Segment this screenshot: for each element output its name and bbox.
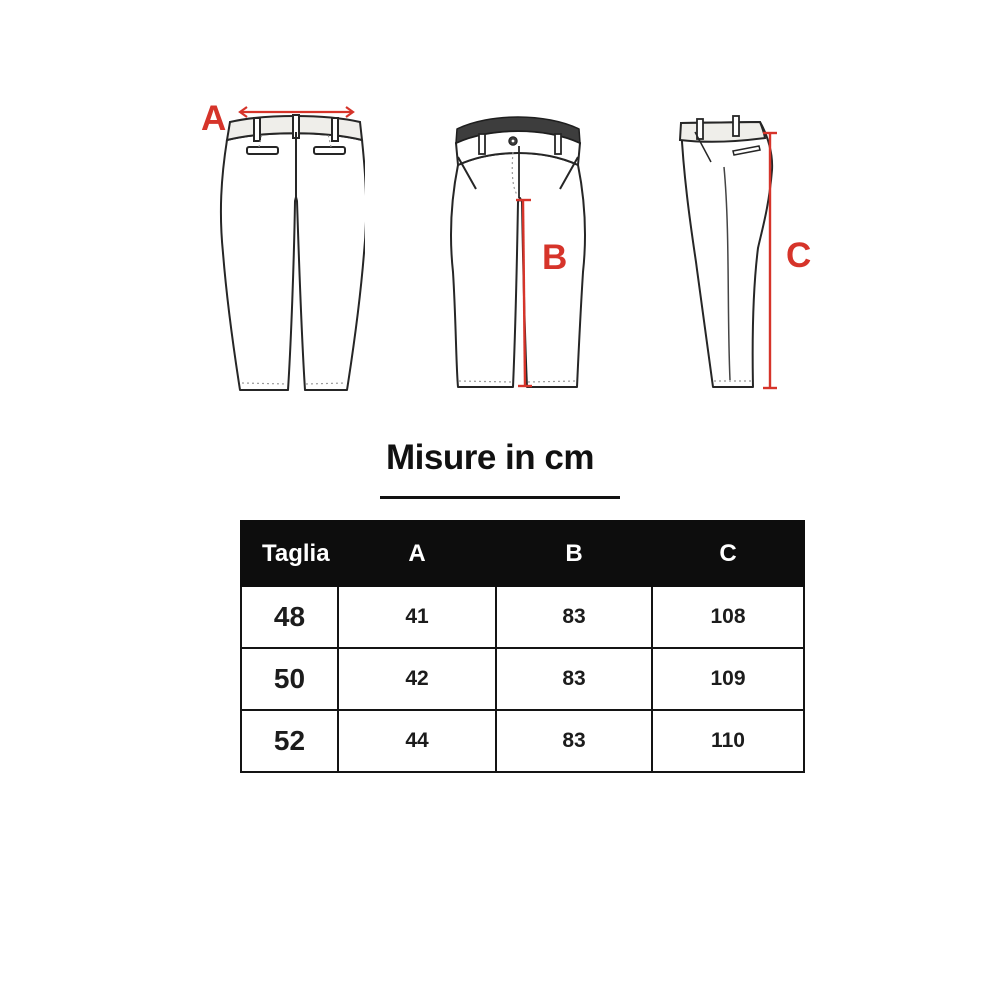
table-row (241, 648, 804, 710)
cell-size: 50 (241, 648, 338, 710)
cell-c: 109 (652, 648, 804, 710)
size-table (240, 520, 805, 773)
header-c: C (652, 521, 804, 586)
measure-label-a: A (201, 99, 227, 138)
cell-a: 41 (338, 586, 496, 648)
pants-side-view-illustration (670, 112, 785, 397)
table-row (241, 710, 804, 772)
header-b: B (496, 521, 652, 586)
pants-back-view-illustration (215, 98, 365, 398)
measure-label-c: C (786, 236, 812, 275)
size-table-header-row (241, 521, 804, 586)
side-body-outline (681, 122, 772, 387)
measure-label-b: B (542, 238, 568, 277)
front-button-hole (512, 140, 515, 143)
cell-a: 42 (338, 648, 496, 710)
cell-b: 83 (496, 586, 652, 648)
header-a: A (338, 521, 496, 586)
cell-size: 52 (241, 710, 338, 772)
cell-c: 110 (652, 710, 804, 772)
title-underline (380, 496, 620, 499)
back-body-outline (221, 133, 365, 390)
title-block (290, 438, 690, 478)
cell-a: 44 (338, 710, 496, 772)
table-row (241, 586, 804, 648)
side-waistband (680, 122, 765, 142)
header-taglia: Taglia (241, 521, 338, 586)
pants-front-view-illustration (448, 110, 598, 400)
cell-b: 83 (496, 710, 652, 772)
cell-size: 48 (241, 586, 338, 648)
page-title: Misure in cm (386, 438, 594, 477)
cell-c: 108 (652, 586, 804, 648)
cell-b: 83 (496, 648, 652, 710)
